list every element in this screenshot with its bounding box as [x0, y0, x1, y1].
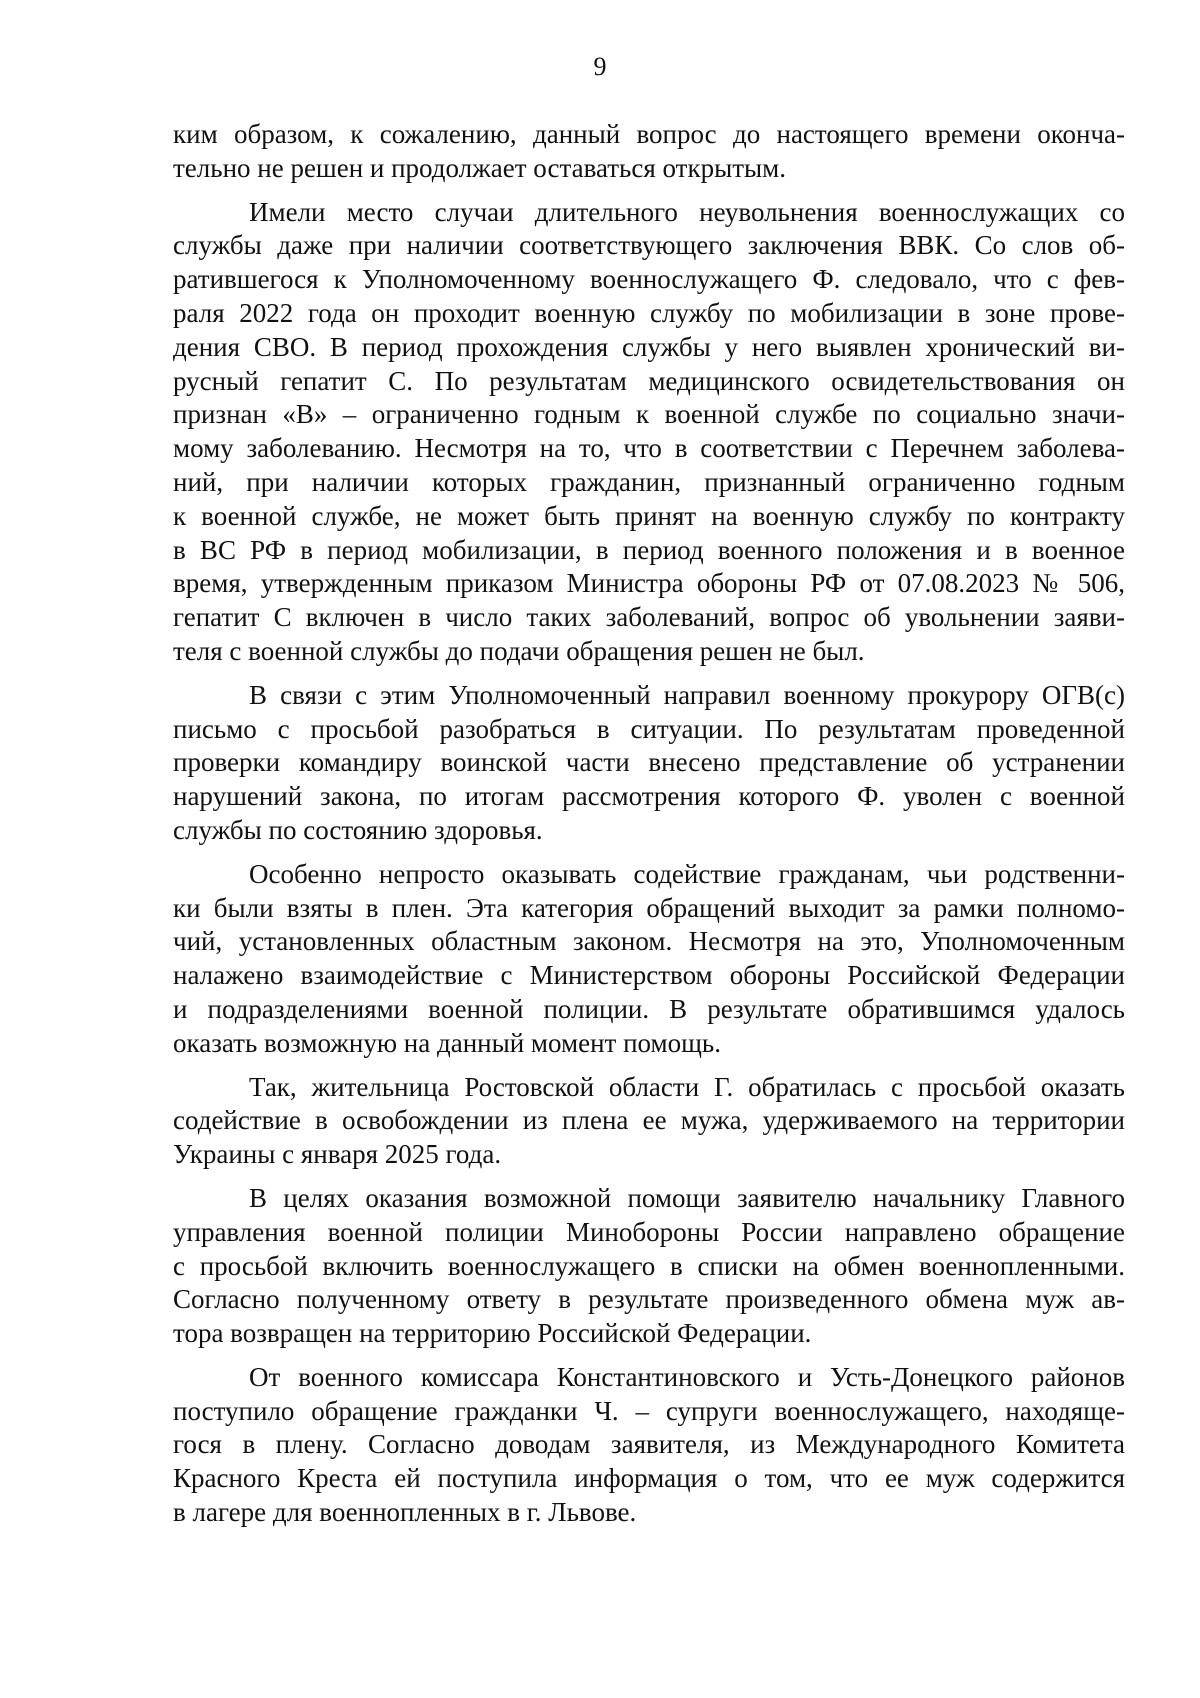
text-line: проверки командиру воинской части внесено представление об устранении — [173, 747, 1125, 778]
text-line: управления военной полиции Минобороны России направлено обращение — [173, 1216, 1125, 1247]
text-line: гепатит С включен в число таких заболеваний, вопрос об увольнении заяви- — [173, 602, 1125, 633]
text-line: с просьбой включить военнослужащего в списки на обмен военнопленными. — [173, 1250, 1125, 1281]
text-line: мому заболеванию. Несмотря на то, что в соответствии с Перечнем заболева- — [173, 433, 1125, 464]
text-line: ний, при наличии которых гражданин, признанный ограниченно годным — [173, 466, 1125, 497]
text-line: письмо с просьбой разобраться в ситуации. По результатам проведенной — [173, 713, 1125, 744]
paragraph — [173, 679, 1125, 848]
text-line: русный гепатит С. По результатам медицинского освидетельствования он — [173, 365, 1125, 396]
text-line: Имели место случаи длительного неувольнения военнослужащих со — [249, 196, 1125, 227]
text-line: ки были взяты в плен. Эта категория обращений выходит за рамки полномо- — [173, 892, 1125, 923]
text-line: раля 2022 года он проходит военную службу по мобилизации в зоне прове- — [173, 297, 1125, 328]
text-line: налажено взаимодействие с Министерством обороны Российской Федерации — [173, 960, 1125, 991]
text-line: признан «В» – ограниченно годным к военной службе по социально значи- — [173, 399, 1125, 430]
document-body — [173, 118, 1125, 1540]
text-line: В связи с этим Уполномоченный направил военному прокурору ОГВ(с) — [249, 679, 1125, 710]
text-line: Так, жительница Ростовской области Г. обратилась с просьбой оказать — [249, 1071, 1125, 1102]
text-line: От военного комиссара Константиновского и Усть-Донецкого районов — [249, 1361, 1125, 1392]
text-line: ким образом, к сожалению, данный вопрос до настоящего времени оконча- — [173, 119, 1125, 149]
text-line: содействие в освобождении из плена ее мужа, удерживаемого на территории — [173, 1105, 1125, 1136]
text-line: к военной службе, не может быть принят на военную службу по контракту — [173, 500, 1125, 531]
text-line: и подразделениями военной полиции. В результате обратившимся удалось — [173, 993, 1125, 1024]
text-line: оказать возможную на данный момент помощь. — [173, 1027, 721, 1058]
text-line: чий, установленных областным законом. Несмотря на это, Уполномоченным — [173, 926, 1125, 957]
text-line: В целях оказания возможной помощи заявителю начальнику Главного — [249, 1182, 1125, 1213]
text-line: Согласно полученному ответу в результате произведенного обмена муж ав- — [173, 1284, 1125, 1315]
text-line: Особенно непросто оказывать содействие гражданам, чьи родственни- — [249, 858, 1125, 889]
paragraph — [173, 1361, 1125, 1530]
paragraph — [173, 1182, 1125, 1351]
paragraph — [173, 1071, 1125, 1172]
text-line: дения СВО. В период прохождения службы у него выявлен хронический ви- — [173, 331, 1125, 362]
text-line: нарушений закона, по итогам рассмотрения которого Ф. уволен с военной — [173, 781, 1125, 812]
text-line: поступило обращение гражданки Ч. – супруги военнослужащего, находяще- — [173, 1395, 1125, 1426]
text-line: время, утвержденным приказом Министра обороны РФ от 07.08.2023 № 506, — [173, 568, 1125, 599]
text-line: Украины с января 2025 года. — [173, 1139, 502, 1170]
paragraph — [173, 118, 1125, 186]
text-line: Красного Креста ей поступила информация о том, что ее муж содержится — [173, 1463, 1125, 1494]
text-line: тора возвращен на территорию Российской Федерации. — [173, 1318, 812, 1349]
text-line: службы даже при наличии соответствующего заключения ВВК. Со слов об- — [173, 230, 1125, 261]
text-line: в лагере для военнопленных в г. Львове. — [173, 1497, 637, 1528]
page-number: 9 — [593, 52, 607, 81]
text-line: гося в плену. Согласно доводам заявителя, из Международного Комитета — [173, 1429, 1125, 1460]
paragraph — [173, 858, 1125, 1061]
text-line: тельно не решен и продолжает оставаться открытым. — [173, 152, 786, 183]
text-line: службы по состоянию здоровья. — [173, 814, 543, 845]
text-line: теля с военной службы до подачи обращения решен не был. — [173, 635, 865, 666]
text-line: в ВС РФ в период мобилизации, в период военного положения и в военное — [173, 534, 1125, 565]
text-line: ратившегося к Уполномоченному военнослужащего Ф. следовало, что с фев- — [173, 264, 1125, 295]
paragraph — [173, 196, 1125, 669]
